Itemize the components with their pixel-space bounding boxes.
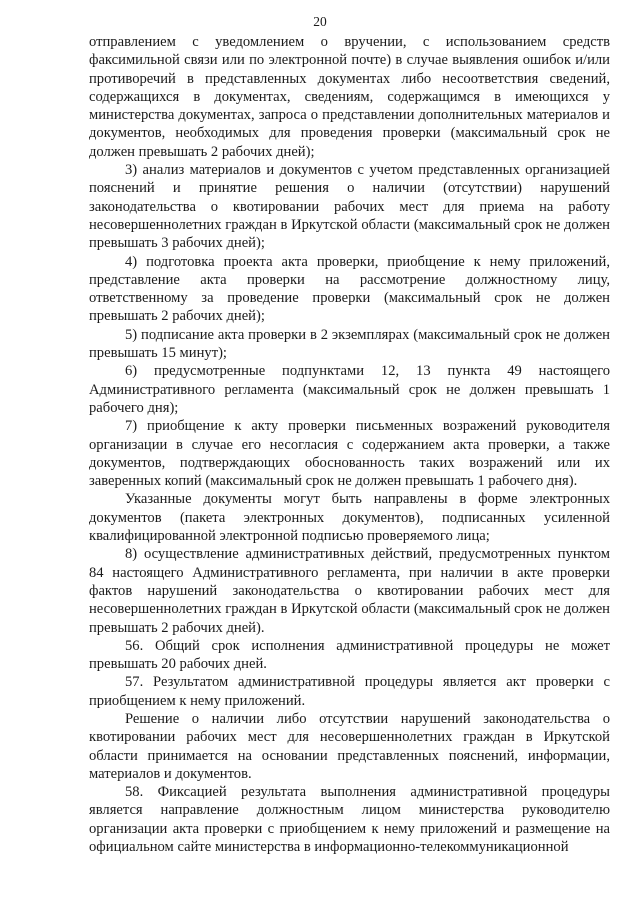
paragraph-item-4: 4) подготовка проекта акта проверки, приобщение к нему приложений, представление акта проверки на рассмотрение должностному лицу, ответственному за проведение проверки (максимальный срок не должен превышать 2 рабочих дней); — [89, 253, 610, 325]
paragraph-56: 56. Общий срок исполнения административной процедуры не может превышать 20 рабочих дней. — [89, 637, 610, 673]
paragraph-item-5: 5) подписание акта проверки в 2 экземплярах (максимальный срок не должен превышать 15 минут); — [89, 326, 610, 362]
document-body — [89, 33, 610, 856]
page-number: 20 — [313, 14, 327, 29]
paragraph-continuation: отправлением с уведомлением о вручении, с использованием средств факсимильной связи или по электронной почте) в случае выявления ошибок и/или противоречий в представленных документах либо несоответствия сведений, содержащихся в документах, сведениям, содержащимся в имеющихся у министерства документах, запроса о представлении дополнительных материалов и документов, необходимых для проведения проверки (максимальный срок не должен превышать 2 рабочих дней); — [89, 34, 610, 160]
paragraph-item-6: 6) предусмотренные подпунктами 12, 13 пункта 49 настоящего Административного регламента (максимальный срок не должен превышать 1 рабочего дня); — [89, 363, 610, 416]
paragraph-item-8: 8) осуществление административных действий, предусмотренных пунктом 84 настоящего Административного регламента, при наличии в акте проверки фактов нарушений законодательства о квотировании рабочих мест для несовершеннолетних граждан в Иркутской области (максимальный срок не должен превышать 2 рабочих дней). — [89, 546, 610, 636]
paragraph-58: 58. Фиксацией результата выполнения административной процедуры является направление должностным лицом министерства руководителю организации акта проверки с приобщением к нему приложений и размещение на официальном сайте министерства в информационно-телекоммуникационной — [89, 784, 610, 856]
paragraph-57: 57. Результатом административной процедуры является акт проверки с приобщением к нему приложений. — [89, 674, 610, 709]
paragraph-electronic-documents: Указанные документы могут быть направлены в форме электронных документов (пакета электронных документов), подписанных усиленной квалифицированной электронной подписью проверяемого лица; — [89, 491, 610, 545]
paragraph-item-3: 3) анализ материалов и документов с учетом представленных организацией пояснений и принятие решения о наличии (отсутствии) нарушений законодательства о квотировании рабочих мест для приема на работу несовершеннолетних граждан в Иркутской области (максимальный срок не должен превышать 3 рабочих дней); — [89, 162, 610, 252]
paragraph-item-7: 7) приобщение к акту проверки письменных возражений руководителя организации в случае его несогласия с содержанием акта проверки, а также документов, подтверждающих обоснованность таких возражений или их заверенных копий (максимальный срок не должен превышать 1 рабочего дня). — [89, 418, 610, 490]
paragraph-decision: Решение о наличии либо отсутствии нарушений законодательства о квотировании рабочих мест для несовершеннолетних граждан в Иркутской области принимается на основании представленных пояснений, информации, материалов и документов. — [89, 710, 610, 782]
